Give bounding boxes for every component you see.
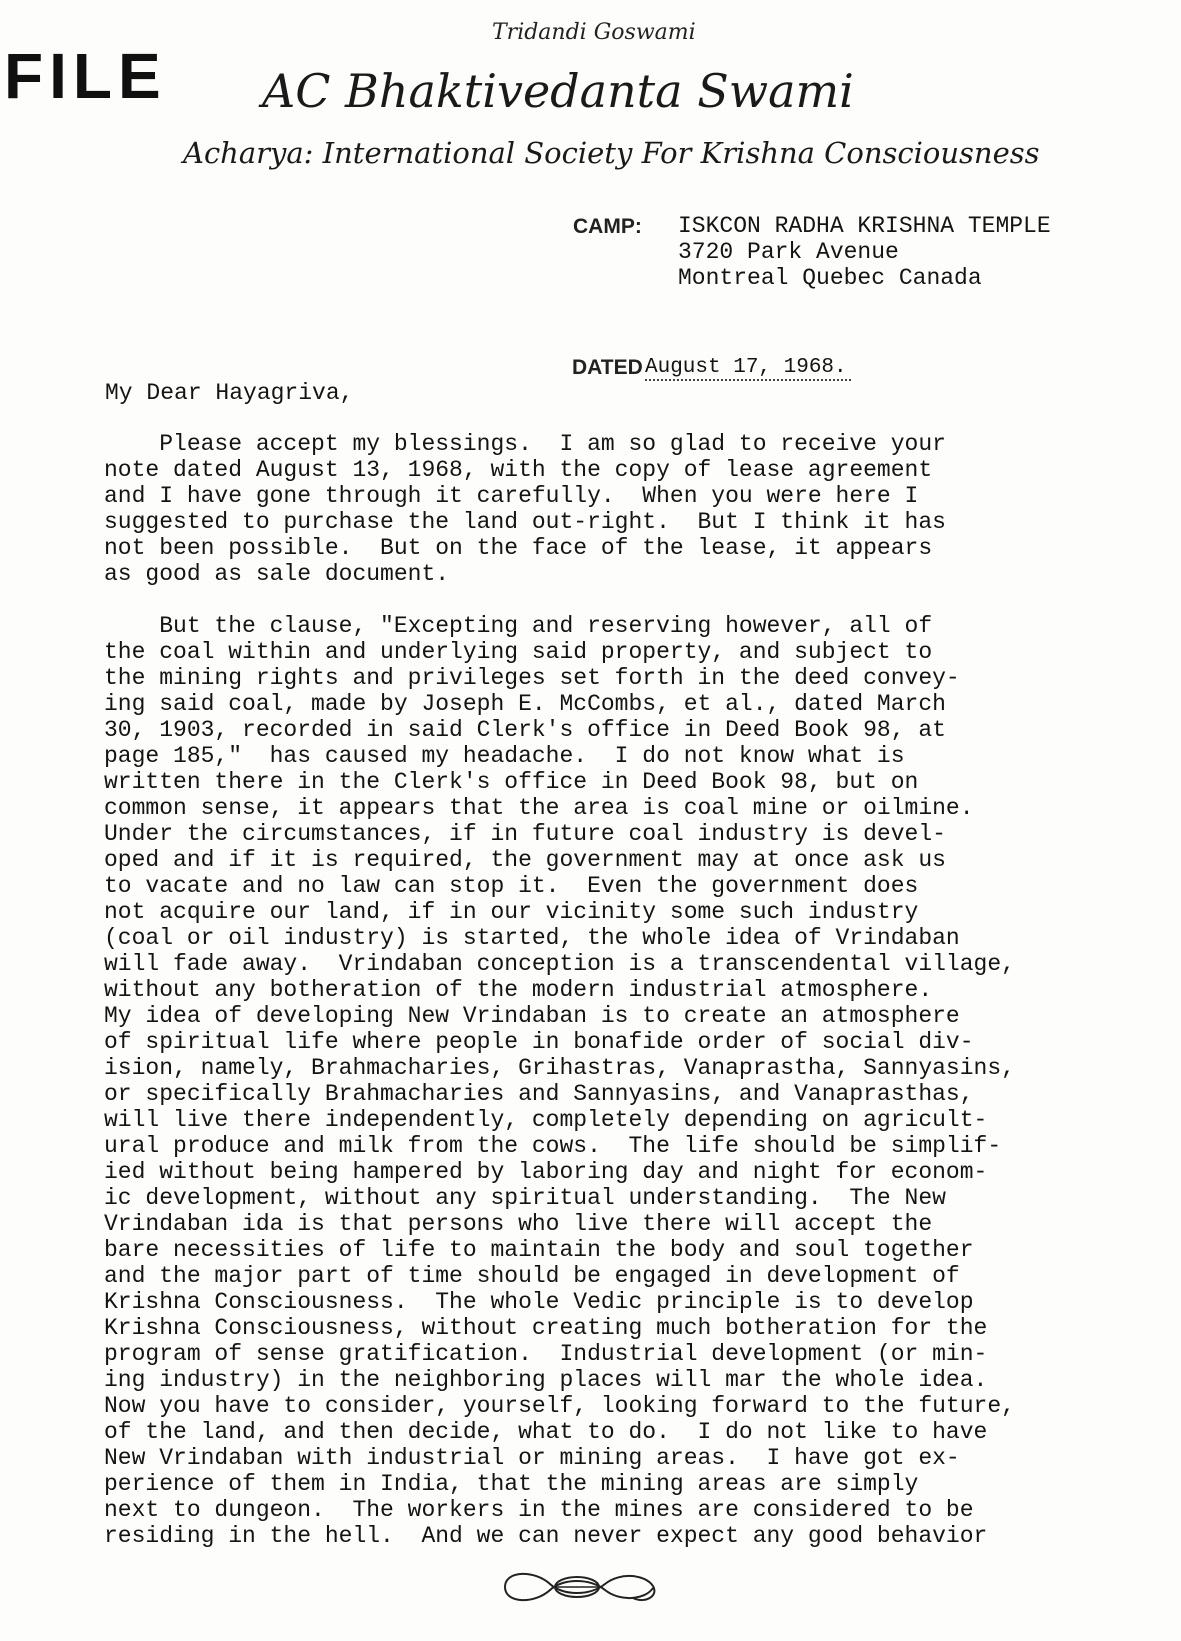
text-line: not acquire our land, if in our vicinity some such industry [104, 899, 919, 925]
text-line: But the clause, "Excepting and reserving however, all of [104, 613, 933, 639]
text-line: ied without being hampered by laboring day and night for econom- [104, 1159, 988, 1185]
text-line: residing in the hell. And we can never expect any good behavior [104, 1523, 988, 1549]
address-line: 3720 Park Avenue [678, 239, 899, 265]
text-line: not been possible. But on the face of the lease, it appears [104, 535, 933, 561]
text-line: next to dungeon. The workers in the mines are considered to be [104, 1497, 974, 1523]
text-line: and the major part of time should be engaged in development of [104, 1263, 960, 1289]
salutation: My Dear Hayagriva, [105, 380, 354, 406]
text-line: Now you have to consider, yourself, looking forward to the future, [104, 1393, 1015, 1419]
text-line: ing industry) in the neighboring places will mar the whole idea. [104, 1367, 988, 1393]
text-line: ural produce and milk from the cows. The life should be simplif- [104, 1133, 1002, 1159]
text-line: ision, namely, Brahmacharies, Grihastras, Vanaprastha, Sannyasins, [104, 1055, 1015, 1081]
address-line: ISKCON RADHA KRISHNA TEMPLE [678, 213, 1051, 239]
paragraph-2 [104, 613, 1015, 1549]
text-line: oped and if it is required, the government may at once ask us [104, 847, 946, 873]
letterhead-subtitle: Acharya: International Society For Krishna Consciousness [183, 136, 1040, 170]
text-line: to vacate and no law can stop it. Even the government does [104, 873, 919, 899]
text-line: Krishna Consciousness, without creating much botheration for the [104, 1315, 988, 1341]
text-line: (coal or oil industry) is started, the whole idea of Vrindaban [104, 925, 960, 951]
text-line: Please accept my blessings. I am so glad to receive your [104, 431, 946, 457]
text-line: and I have gone through it carefully. When you were here I [104, 483, 919, 509]
text-line: My idea of developing New Vrindaban is to create an atmosphere [104, 1003, 960, 1029]
text-line: page 185," has caused my headache. I do not know what is [104, 743, 905, 769]
text-line: perience of them in India, that the mining areas are simply [104, 1471, 919, 1497]
text-line: or specifically Brahmacharies and Sannyasins, and Vanaprasthas, [104, 1081, 974, 1107]
address-block [678, 213, 1051, 291]
text-line: the mining rights and privileges set forth in the deed convey- [104, 665, 960, 691]
camp-label: CAMP: [573, 215, 642, 238]
text-line: written there in the Clerk's office in Deed Book 98, but on [104, 769, 919, 795]
text-line: suggested to purchase the land out-right. But I think it has [104, 509, 946, 535]
text-line: will live there independently, completely depending on agricult- [104, 1107, 988, 1133]
text-line: as good as sale document. [104, 561, 450, 587]
text-line: Krishna Consciousness. The whole Vedic principle is to develop [104, 1289, 974, 1315]
address-line: Montreal Quebec Canada [678, 265, 982, 291]
letterhead-title-small: Tridandi Goswami [492, 20, 696, 45]
text-line: will fade away. Vrindaban conception is a transcendental village, [104, 951, 1015, 977]
text-line: ic development, without any spiritual understanding. The New [104, 1185, 946, 1211]
file-stamp: FILE [4, 40, 167, 112]
text-line: bare necessities of life to maintain the body and soul together [104, 1237, 974, 1263]
text-line: common sense, it appears that the area is coal mine or oilmine. [104, 795, 974, 821]
flourish-ornament-icon [495, 1562, 665, 1612]
text-line: of the land, and then decide, what to do. I do not like to have [104, 1419, 988, 1445]
dated-label: DATED [572, 356, 643, 379]
text-line: without any botheration of the modern industrial atmosphere. [104, 977, 933, 1003]
text-line: New Vrindaban with industrial or mining areas. I have got ex- [104, 1445, 960, 1471]
text-line: Under the circumstances, if in future coal industry is devel- [104, 821, 946, 847]
paragraph-1 [104, 431, 946, 587]
text-line: the coal within and underlying said property, and subject to [104, 639, 933, 665]
letterhead-title-main: AC Bhaktivedanta Swami [262, 64, 854, 118]
text-line: Vrindaban ida is that persons who live there will accept the [104, 1211, 933, 1237]
text-line: note dated August 13, 1968, with the copy of lease agreement [104, 457, 933, 483]
text-line: of spiritual life where people in bonafide order of social div- [104, 1029, 974, 1055]
dated-value: August 17, 1968. [645, 356, 851, 381]
text-line: 30, 1903, recorded in said Clerk's office in Deed Book 98, at [104, 717, 946, 743]
text-line: ing said coal, made by Joseph E. McCombs, et al., dated March [104, 691, 946, 717]
text-line: program of sense gratification. Industrial development (or min- [104, 1341, 988, 1367]
